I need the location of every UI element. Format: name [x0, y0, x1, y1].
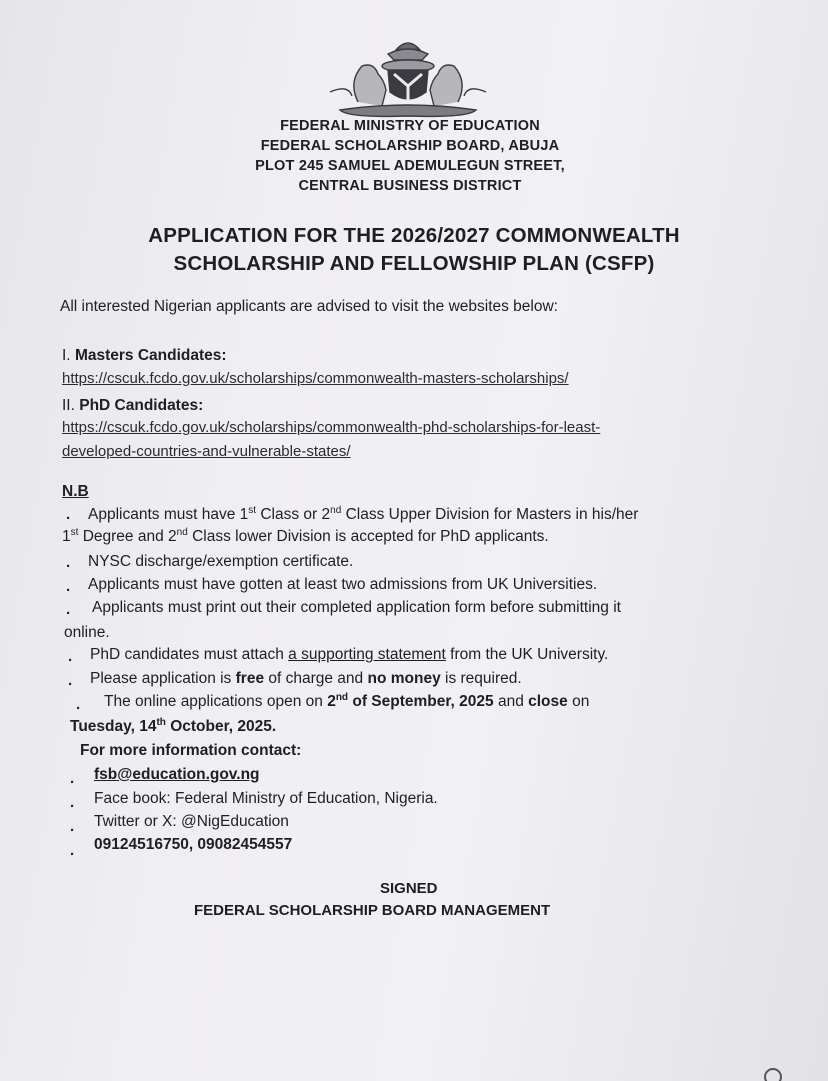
title-line-2: SCHOLARSHIP AND FELLOWSHIP PLAN (CSFP): [173, 252, 655, 275]
masters-heading: [62, 347, 227, 365]
bold-text: close: [528, 693, 568, 710]
text-span: Class Upper Division for Masters in his/her: [341, 506, 639, 523]
contact-facebook: Face book: Federal Ministry of Education, Nigeria.: [94, 790, 438, 807]
superscript: st: [70, 526, 79, 538]
corner-circle-icon: [764, 1068, 782, 1081]
bold-text: no money: [367, 670, 441, 687]
masters-numeral: I.: [62, 347, 71, 364]
text-span: Class or 2: [256, 506, 331, 523]
text-span: PhD candidates must attach: [90, 646, 289, 663]
bold-text: Tuesday, 14: [70, 718, 157, 735]
header-line-4: CENTRAL BUSINESS DISTRICT: [298, 178, 522, 194]
text-span: on: [567, 693, 590, 710]
contact-email-link[interactable]: fsb@education.gov.ng: [94, 766, 260, 783]
text-span: is required.: [440, 670, 522, 687]
superscript: nd: [330, 504, 342, 516]
ministry-header: [160, 116, 660, 196]
superscript: st: [248, 504, 257, 516]
nb-item-degree-line-1: [88, 505, 638, 525]
bullet-dot: .: [70, 842, 75, 859]
nb-item-print-line-2: online.: [64, 624, 110, 641]
text-span: The online applications open on: [104, 693, 328, 710]
bold-text: October, 2025.: [165, 718, 277, 735]
text-span: Applicants must have 1: [88, 506, 249, 523]
bold-text: 2: [327, 693, 336, 710]
bullet-dot: .: [68, 672, 73, 689]
bullet-dot: .: [70, 818, 75, 835]
header-line-2: FEDERAL SCHOLARSHIP BOARD, ABUJA: [260, 138, 560, 154]
bullet-dot: .: [70, 794, 75, 811]
bullet-dot: .: [66, 601, 71, 618]
masters-link[interactable]: https://cscuk.fcdo.gov.uk/scholarships/commonwealth-masters-scholarships/: [62, 370, 569, 387]
superscript: th: [156, 716, 166, 728]
phd-label: PhD Candidates:: [79, 397, 204, 414]
title-line-1: APPLICATION FOR THE 2026/2027 COMMONWEALTH: [148, 224, 680, 247]
bullet-dot: .: [66, 506, 71, 523]
intro-text: All interested Nigerian applicants are advised to visit the websites below:: [60, 298, 558, 315]
bullet-dot: .: [66, 554, 71, 571]
nb-item-dates-line-2: [70, 717, 276, 737]
bullet-dot: .: [68, 648, 73, 665]
nb-item-statement: [90, 645, 608, 665]
bullet-dot: .: [76, 696, 81, 713]
text-span: 1: [62, 528, 71, 545]
phd-link-line-1[interactable]: https://cscuk.fcdo.gov.uk/scholarships/commonwealth-phd-scholarships-for-least-: [62, 419, 601, 436]
phd-heading: [62, 397, 203, 415]
header-line-1: FEDERAL MINISTRY OF EDUCATION: [280, 118, 540, 134]
nb-item-free: [90, 669, 522, 689]
phd-numeral: II.: [62, 397, 75, 414]
document-title: [40, 222, 788, 278]
bold-text: free: [235, 670, 265, 687]
nb-heading: N.B: [62, 483, 89, 500]
text-span: Please application is: [90, 670, 236, 687]
nb-item-degree-line-2: [62, 527, 549, 547]
bold-text: of September, 2025: [348, 693, 494, 710]
nb-item-dates-line-1: [104, 692, 589, 712]
text-span: and: [493, 693, 529, 710]
nb-item-admissions: Applicants must have gotten at least two admissions from UK Universities.: [88, 576, 598, 593]
bullet-dot: .: [66, 578, 71, 595]
text-span: Degree and 2: [78, 528, 177, 545]
header-line-3: PLOT 245 SAMUEL ADEMULEGUN STREET,: [255, 158, 565, 174]
masters-label: Masters Candidates:: [74, 347, 227, 364]
superscript: nd: [176, 526, 188, 538]
text-span: of charge and: [264, 670, 368, 687]
nigeria-coat-of-arms-icon: [318, 30, 498, 122]
superscript: nd: [335, 691, 349, 703]
signatory-name: FEDERAL SCHOLARSHIP BOARD MANAGEMENT: [194, 902, 551, 919]
phd-link-line-2[interactable]: developed-countries-and-vulnerable-states/: [62, 443, 351, 460]
signed-label: SIGNED: [380, 880, 438, 897]
contact-twitter: Twitter or X: @NigEducation: [94, 813, 289, 830]
underlined-text: a supporting statement: [288, 646, 446, 663]
contact-heading: For more information contact:: [80, 742, 302, 759]
text-span: Class lower Division is accepted for PhD applicants.: [187, 528, 549, 545]
nb-item-nysc: NYSC discharge/exemption certificate.: [88, 553, 354, 570]
bullet-dot: .: [70, 770, 75, 787]
nb-item-print-line-1: Applicants must print out their completed application form before submitting it: [92, 599, 621, 616]
contact-phones: 09124516750, 09082454557: [94, 836, 293, 853]
text-span: from the UK University.: [445, 646, 609, 663]
